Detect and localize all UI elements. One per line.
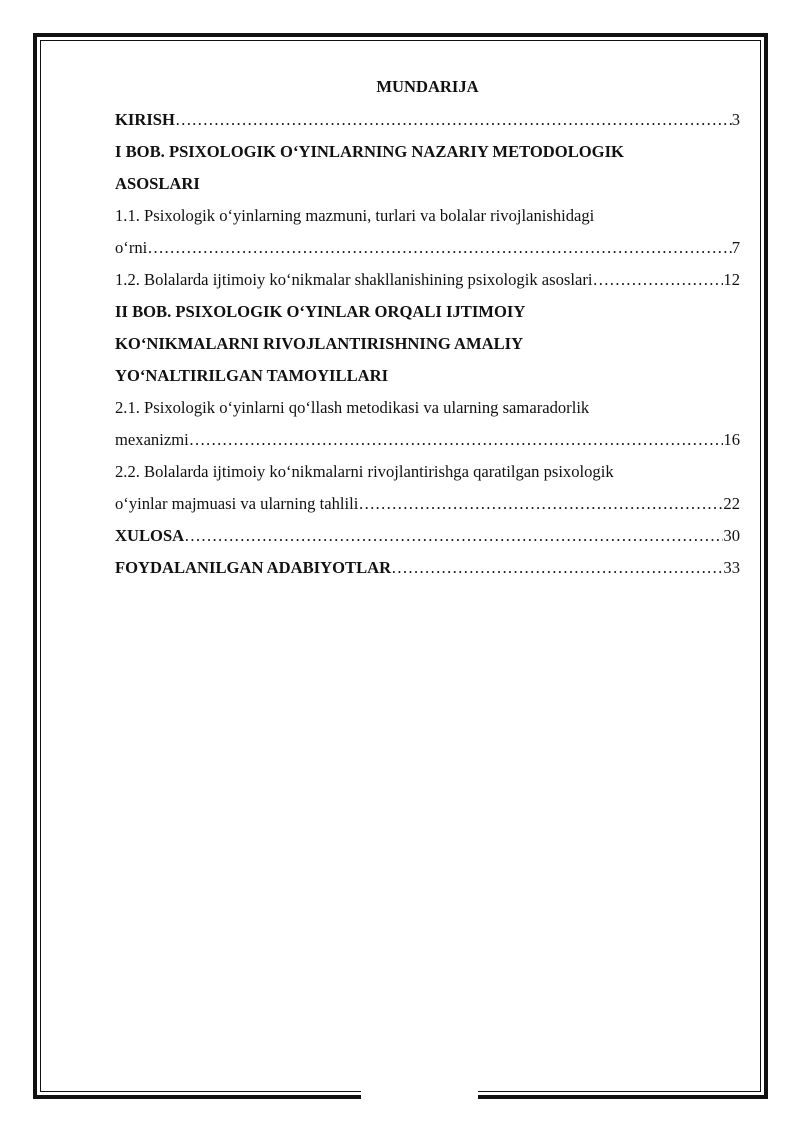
toc-leader <box>147 232 731 264</box>
toc-chapter-2-heading-line-1[interactable]: II BOB. PSIXOLOGIK O‘YINLAR ORQALI IJTIMOIY <box>115 302 526 321</box>
toc-entry-label: o‘yinlar majmuasi va ularning tahlili <box>115 494 359 513</box>
page-border-bottom-left-inner <box>40 1091 361 1092</box>
toc-entry-label: o‘rni <box>115 238 148 257</box>
toc-page-number: 30 <box>723 526 740 545</box>
page-border-bottom-left <box>33 1095 361 1099</box>
toc-entry-1-1-line-1[interactable]: 1.1. Psixologik o‘yinlarning mazmuni, turlari va bolalar rivojlanishidagi <box>115 206 595 225</box>
toc-page-number: 7 <box>731 238 740 257</box>
toc-leader <box>184 520 723 552</box>
toc-entry-references[interactable] <box>115 552 740 584</box>
table-of-contents <box>115 76 740 584</box>
toc-leader <box>175 104 732 136</box>
toc-entry-label: XULOSA <box>115 526 185 545</box>
toc-entry-kirish[interactable] <box>115 104 740 136</box>
toc-entry-1-1[interactable] <box>115 232 740 264</box>
toc-page-number: 16 <box>723 430 740 449</box>
toc-entry-1-2[interactable] <box>115 264 740 296</box>
toc-page-number: 22 <box>723 494 740 513</box>
toc-chapter-2-heading-line-3[interactable]: YO‘NALTIRILGAN TAMOYILLARI <box>115 366 389 385</box>
toc-entry-label: FOYDALANILGAN ADABIYOTLAR <box>115 558 392 577</box>
toc-entry-2-1[interactable] <box>115 424 740 456</box>
toc-leader <box>391 552 723 584</box>
toc-page-number: 3 <box>731 110 740 129</box>
toc-page-number: 12 <box>723 270 740 289</box>
toc-chapter-1-heading-line-1[interactable]: I BOB. PSIXOLOGIK O‘YINLARNING NAZARIY METODOLOGIK <box>115 142 624 161</box>
toc-leader <box>189 424 724 456</box>
toc-entry-2-2[interactable] <box>115 488 740 520</box>
toc-entry-label: 1.2. Bolalarda ijtimoiy ko‘nikmalar shakllanishining psixologik asoslari <box>115 270 593 289</box>
toc-leader <box>358 488 723 520</box>
toc-leader <box>592 264 723 296</box>
toc-entry-2-2-line-1[interactable]: 2.2. Bolalarda ijtimoiy ko‘nikmalarni rivojlantirishga qaratilgan psixologik <box>115 462 614 481</box>
toc-entry-2-1-line-1[interactable]: 2.1. Psixologik o‘yinlarni qo‘llash metodikasi va ularning samaradorlik <box>115 398 590 417</box>
toc-page-number: 33 <box>723 558 740 577</box>
page-border-bottom-right <box>478 1095 768 1099</box>
toc-chapter-2-heading-line-2[interactable]: KO‘NIKMALARNI RIVOJLANTIRISHNING AMALIY <box>115 334 524 353</box>
page-border-bottom-right-inner <box>478 1091 761 1092</box>
toc-entry-label: mexanizmi <box>115 430 189 449</box>
toc-chapter-1-heading-line-2[interactable]: ASOSLARI <box>115 174 200 193</box>
toc-entry-xulosa[interactable] <box>115 520 740 552</box>
toc-title: MUNDARIJA <box>376 77 479 96</box>
toc-entry-label: KIRISH <box>115 110 175 129</box>
